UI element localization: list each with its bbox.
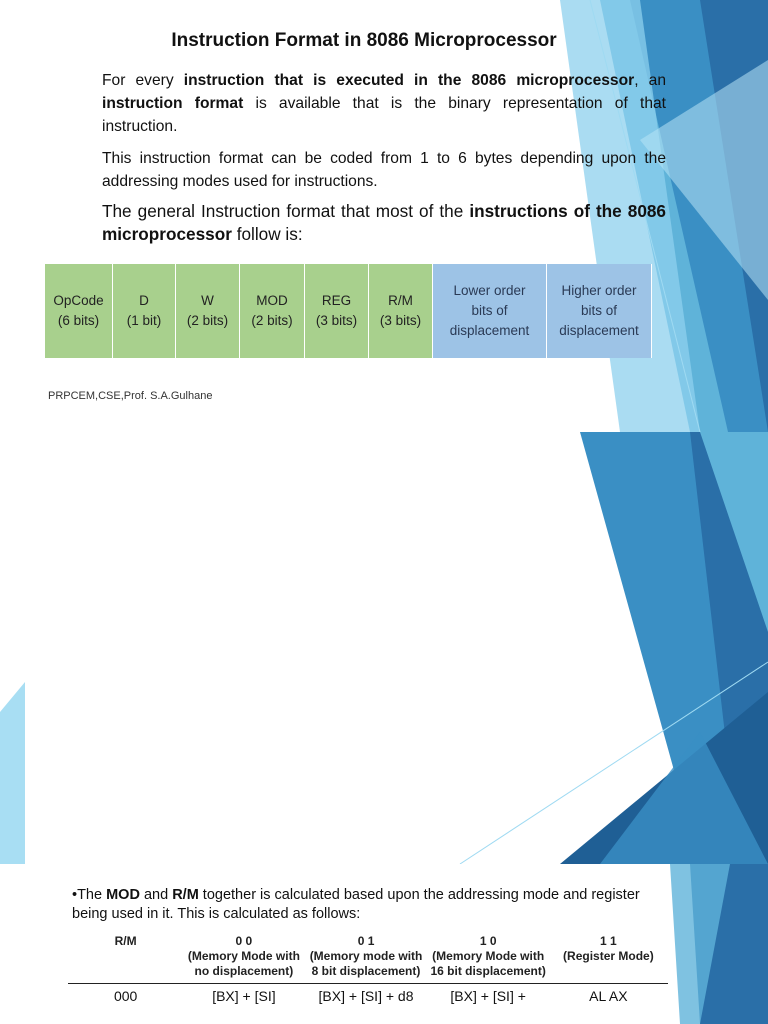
mod-rm-header-row xyxy=(68,932,668,984)
slide-1-footer: PRPCEM,CSE,Prof. S.A.Gulhane xyxy=(48,390,213,402)
format-row xyxy=(45,264,652,358)
field-higher-displacement: Higher order bits of displacement xyxy=(547,264,652,358)
slide-2 xyxy=(0,432,768,864)
slide-1 xyxy=(0,0,768,432)
field-mod: MOD (2 bits) xyxy=(240,264,305,358)
header-mod-11: 1 1 (Register Mode) xyxy=(563,934,654,963)
general-format-paragraph: The general Instruction format that most of the instructions of the 8086 microprocessor follow is: xyxy=(102,201,666,244)
field-w: W (2 bits) xyxy=(176,264,240,358)
mod-rm-paragraph: •The MOD and R/M together is calculated based upon the addressing mode and register being used in it. This is calculated as follows: xyxy=(72,887,640,922)
cell-mod-11: AL AX xyxy=(549,984,668,1009)
mod-rm-table xyxy=(68,932,668,1008)
cell-mod-01: [BX] + [SI] + d8 xyxy=(305,984,428,1009)
field-rm: R/M (3 bits) xyxy=(369,264,433,358)
cell-mod-00: [BX] + [SI] xyxy=(183,984,304,1009)
header-mod-01: 0 1 (Memory mode with 8 bit displacement) xyxy=(309,934,423,978)
table-row xyxy=(68,984,668,1009)
slide-title: Instruction Format in 8086 Microprocessor xyxy=(171,30,557,51)
field-reg: REG (3 bits) xyxy=(305,264,369,358)
field-lower-displacement: Lower order bits of displacement xyxy=(433,264,547,358)
header-mod-10: 1 0 (Memory Mode with 16 bit displacement) xyxy=(430,934,546,978)
instruction-format-table xyxy=(45,264,652,358)
header-mod-00: 0 0 (Memory Mode with no displacement) xyxy=(187,934,300,978)
slide-3 xyxy=(0,864,768,1024)
header-rm: R/M xyxy=(114,934,137,948)
field-opcode: OpCode (6 bits) xyxy=(45,264,113,358)
field-d: D (1 bit) xyxy=(113,264,176,358)
cell-rm: 000 xyxy=(68,984,183,1009)
bytes-paragraph: This instruction format can be coded from 1 to 6 bytes depending upon the addressing modes used for instructions. xyxy=(102,150,666,190)
cell-mod-10: [BX] + [SI] + xyxy=(428,984,549,1009)
slide-2-background-decoration xyxy=(0,432,768,864)
intro-paragraph: For every instruction that is executed in the 8086 microprocessor, an instruction format is available that is the binary representation of that instruction. xyxy=(102,72,666,135)
